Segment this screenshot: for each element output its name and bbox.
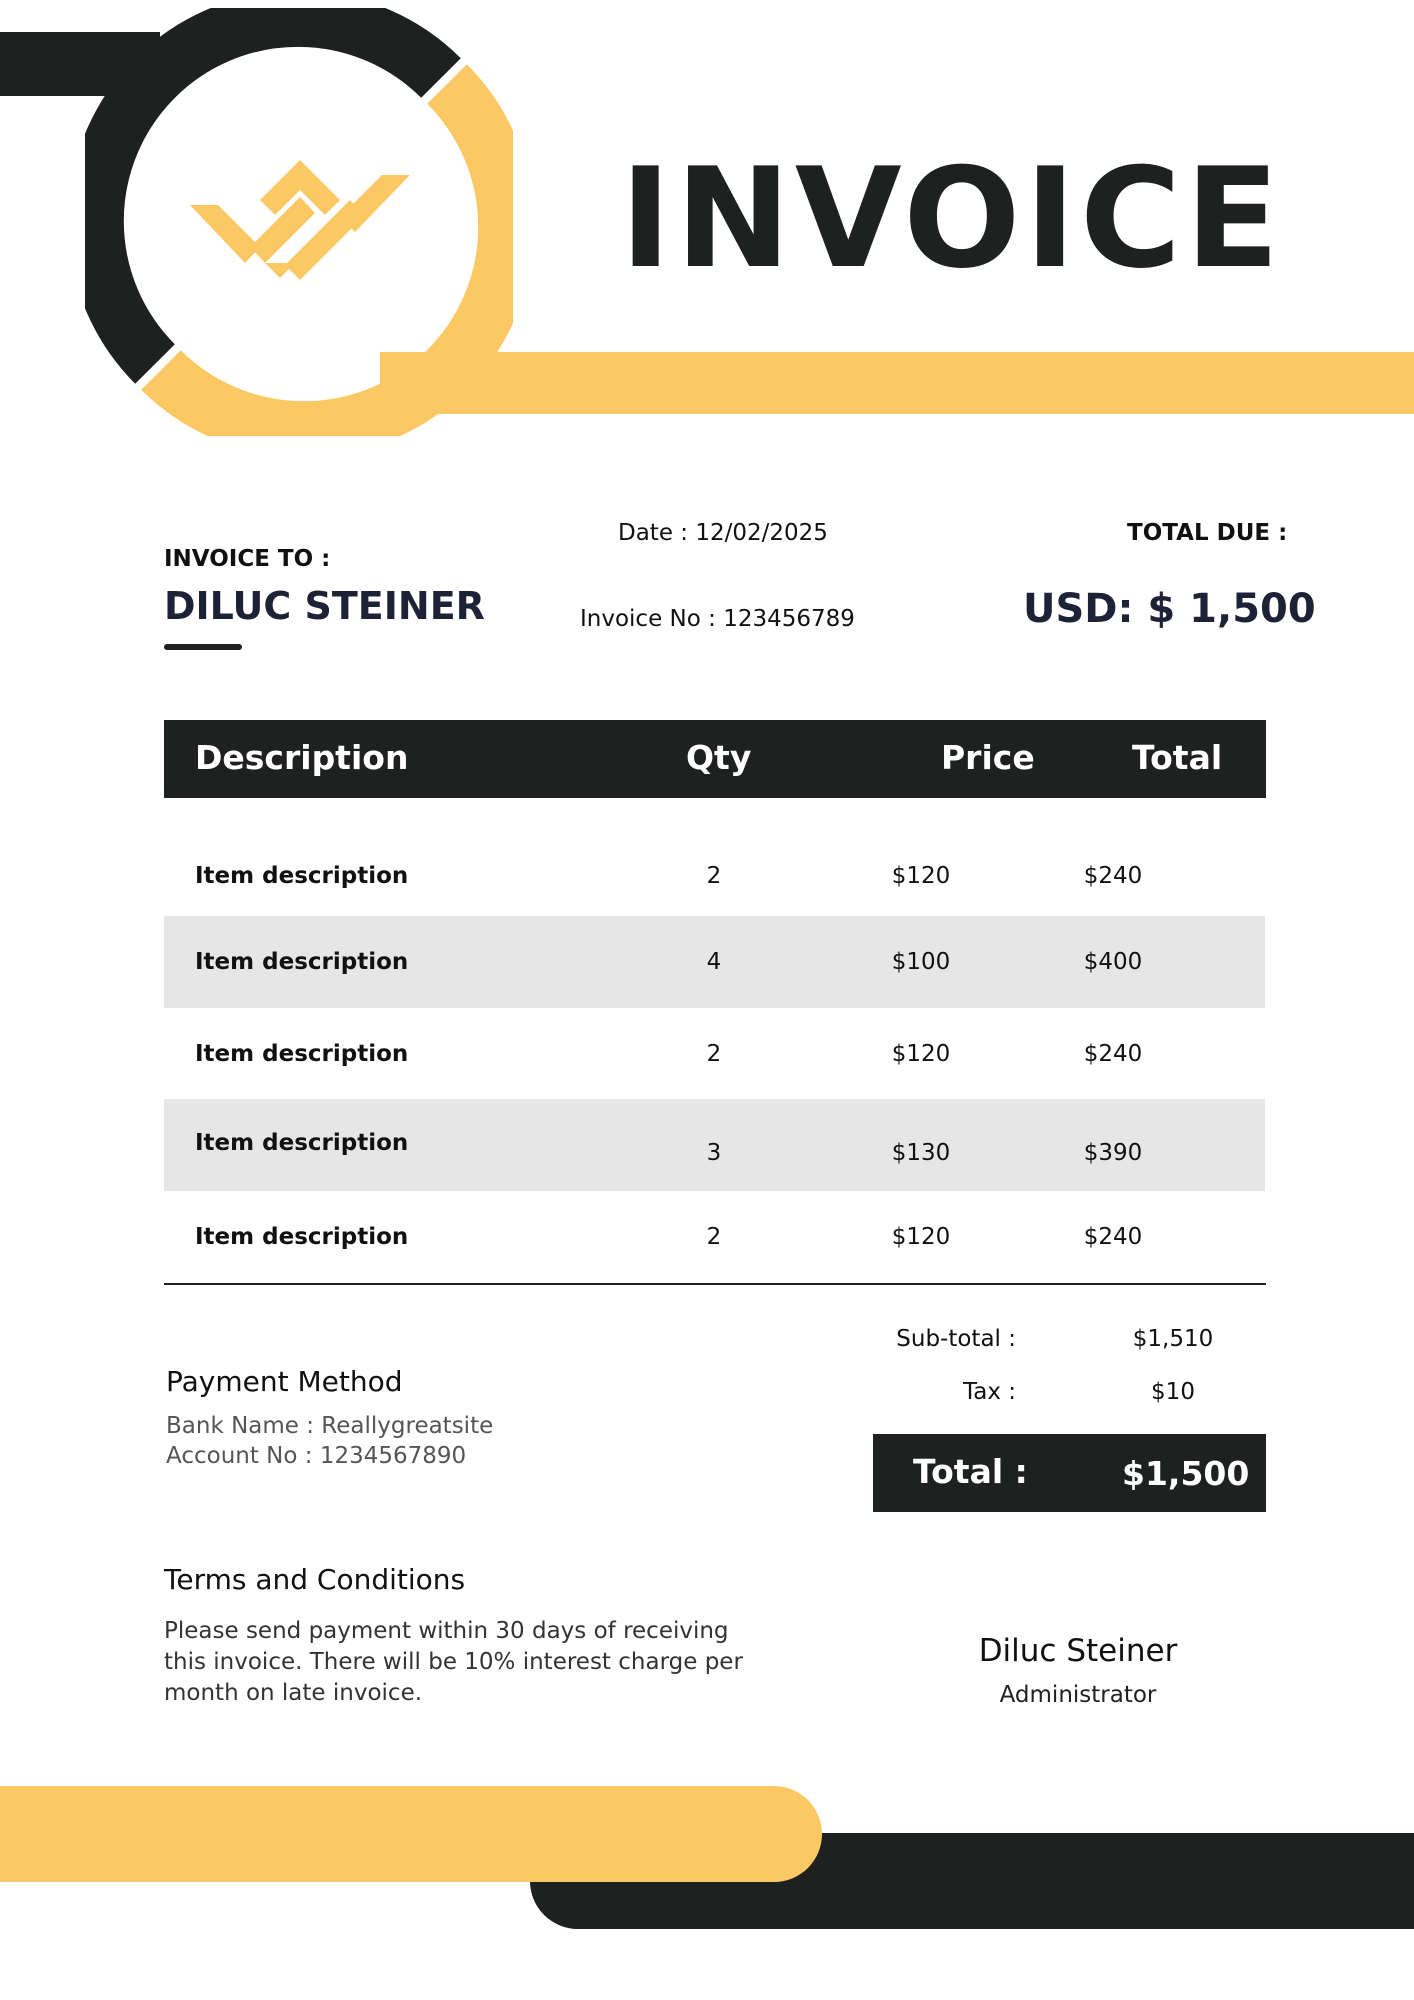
header-qty: Qty (686, 738, 752, 777)
bank-name: Bank Name : Reallygreatsite (166, 1413, 494, 1439)
table-row (164, 1191, 1265, 1283)
payment-method-heading: Payment Method (166, 1365, 403, 1398)
total-due-value: USD: $ 1,500 (1023, 586, 1316, 632)
terms-heading: Terms and Conditions (164, 1563, 466, 1596)
invoice-number: Invoice No : 123456789 (580, 606, 855, 632)
table-row (164, 830, 1265, 922)
row-description: Item description (195, 949, 409, 975)
grand-total-value: $1,500 (1122, 1454, 1250, 1493)
row-qty: 2 (706, 1041, 722, 1067)
total-due-label: TOTAL DUE : (1127, 520, 1288, 546)
grand-total-label: Total : (913, 1452, 1028, 1491)
row-total: $240 (1083, 863, 1143, 889)
row-price: $120 (891, 1224, 951, 1250)
row-price: $120 (891, 863, 951, 889)
client-name: DILUC STEINER (164, 584, 485, 628)
row-qty: 2 (706, 1224, 722, 1250)
header-total: Total (1132, 738, 1223, 777)
header-yellow-bar (380, 352, 1414, 414)
signatory-name: Diluc Steiner (978, 1633, 1178, 1669)
terms-text: Please send payment within 30 days of receiving this invoice. There will be 10% interest charge per month on late invoice. (164, 1618, 743, 1706)
invoice-date: Date : 12/02/2025 (618, 520, 828, 546)
row-total: $240 (1083, 1041, 1143, 1067)
table-header (164, 720, 1266, 798)
brand-logo-icon (190, 155, 410, 290)
table-row (164, 1008, 1265, 1100)
row-description: Item description (195, 1224, 409, 1250)
header-price: Price (941, 738, 1035, 777)
header-description: Description (195, 738, 409, 777)
row-description: Item description (195, 1130, 409, 1156)
subtotal-value: $1,510 (1132, 1326, 1214, 1352)
row-total: $390 (1083, 1140, 1143, 1166)
table-row (164, 916, 1265, 1008)
grand-total-box (873, 1434, 1266, 1512)
signatory-role: Administrator (999, 1682, 1157, 1708)
row-description: Item description (195, 1041, 409, 1067)
footer-yellow-bar (0, 1786, 822, 1882)
row-qty: 2 (706, 863, 722, 889)
invoice-to-label: INVOICE TO : (164, 546, 331, 572)
table-row (164, 1099, 1265, 1191)
subtotal-label: Sub-total : (896, 1326, 1016, 1352)
client-name-underline (164, 644, 242, 650)
account-number: Account No : 1234567890 (166, 1443, 467, 1469)
tax-value: $10 (1151, 1379, 1195, 1405)
row-description: Item description (195, 863, 409, 889)
row-total: $400 (1083, 949, 1143, 975)
tax-label: Tax : (962, 1379, 1016, 1405)
row-qty: 4 (706, 949, 722, 975)
row-price: $100 (891, 949, 951, 975)
row-price: $130 (891, 1140, 951, 1166)
invoice-title: INVOICE (620, 138, 1284, 299)
row-price: $120 (891, 1041, 951, 1067)
row-qty: 3 (706, 1140, 722, 1166)
table-bottom-rule (164, 1283, 1266, 1285)
row-total: $240 (1083, 1224, 1143, 1250)
